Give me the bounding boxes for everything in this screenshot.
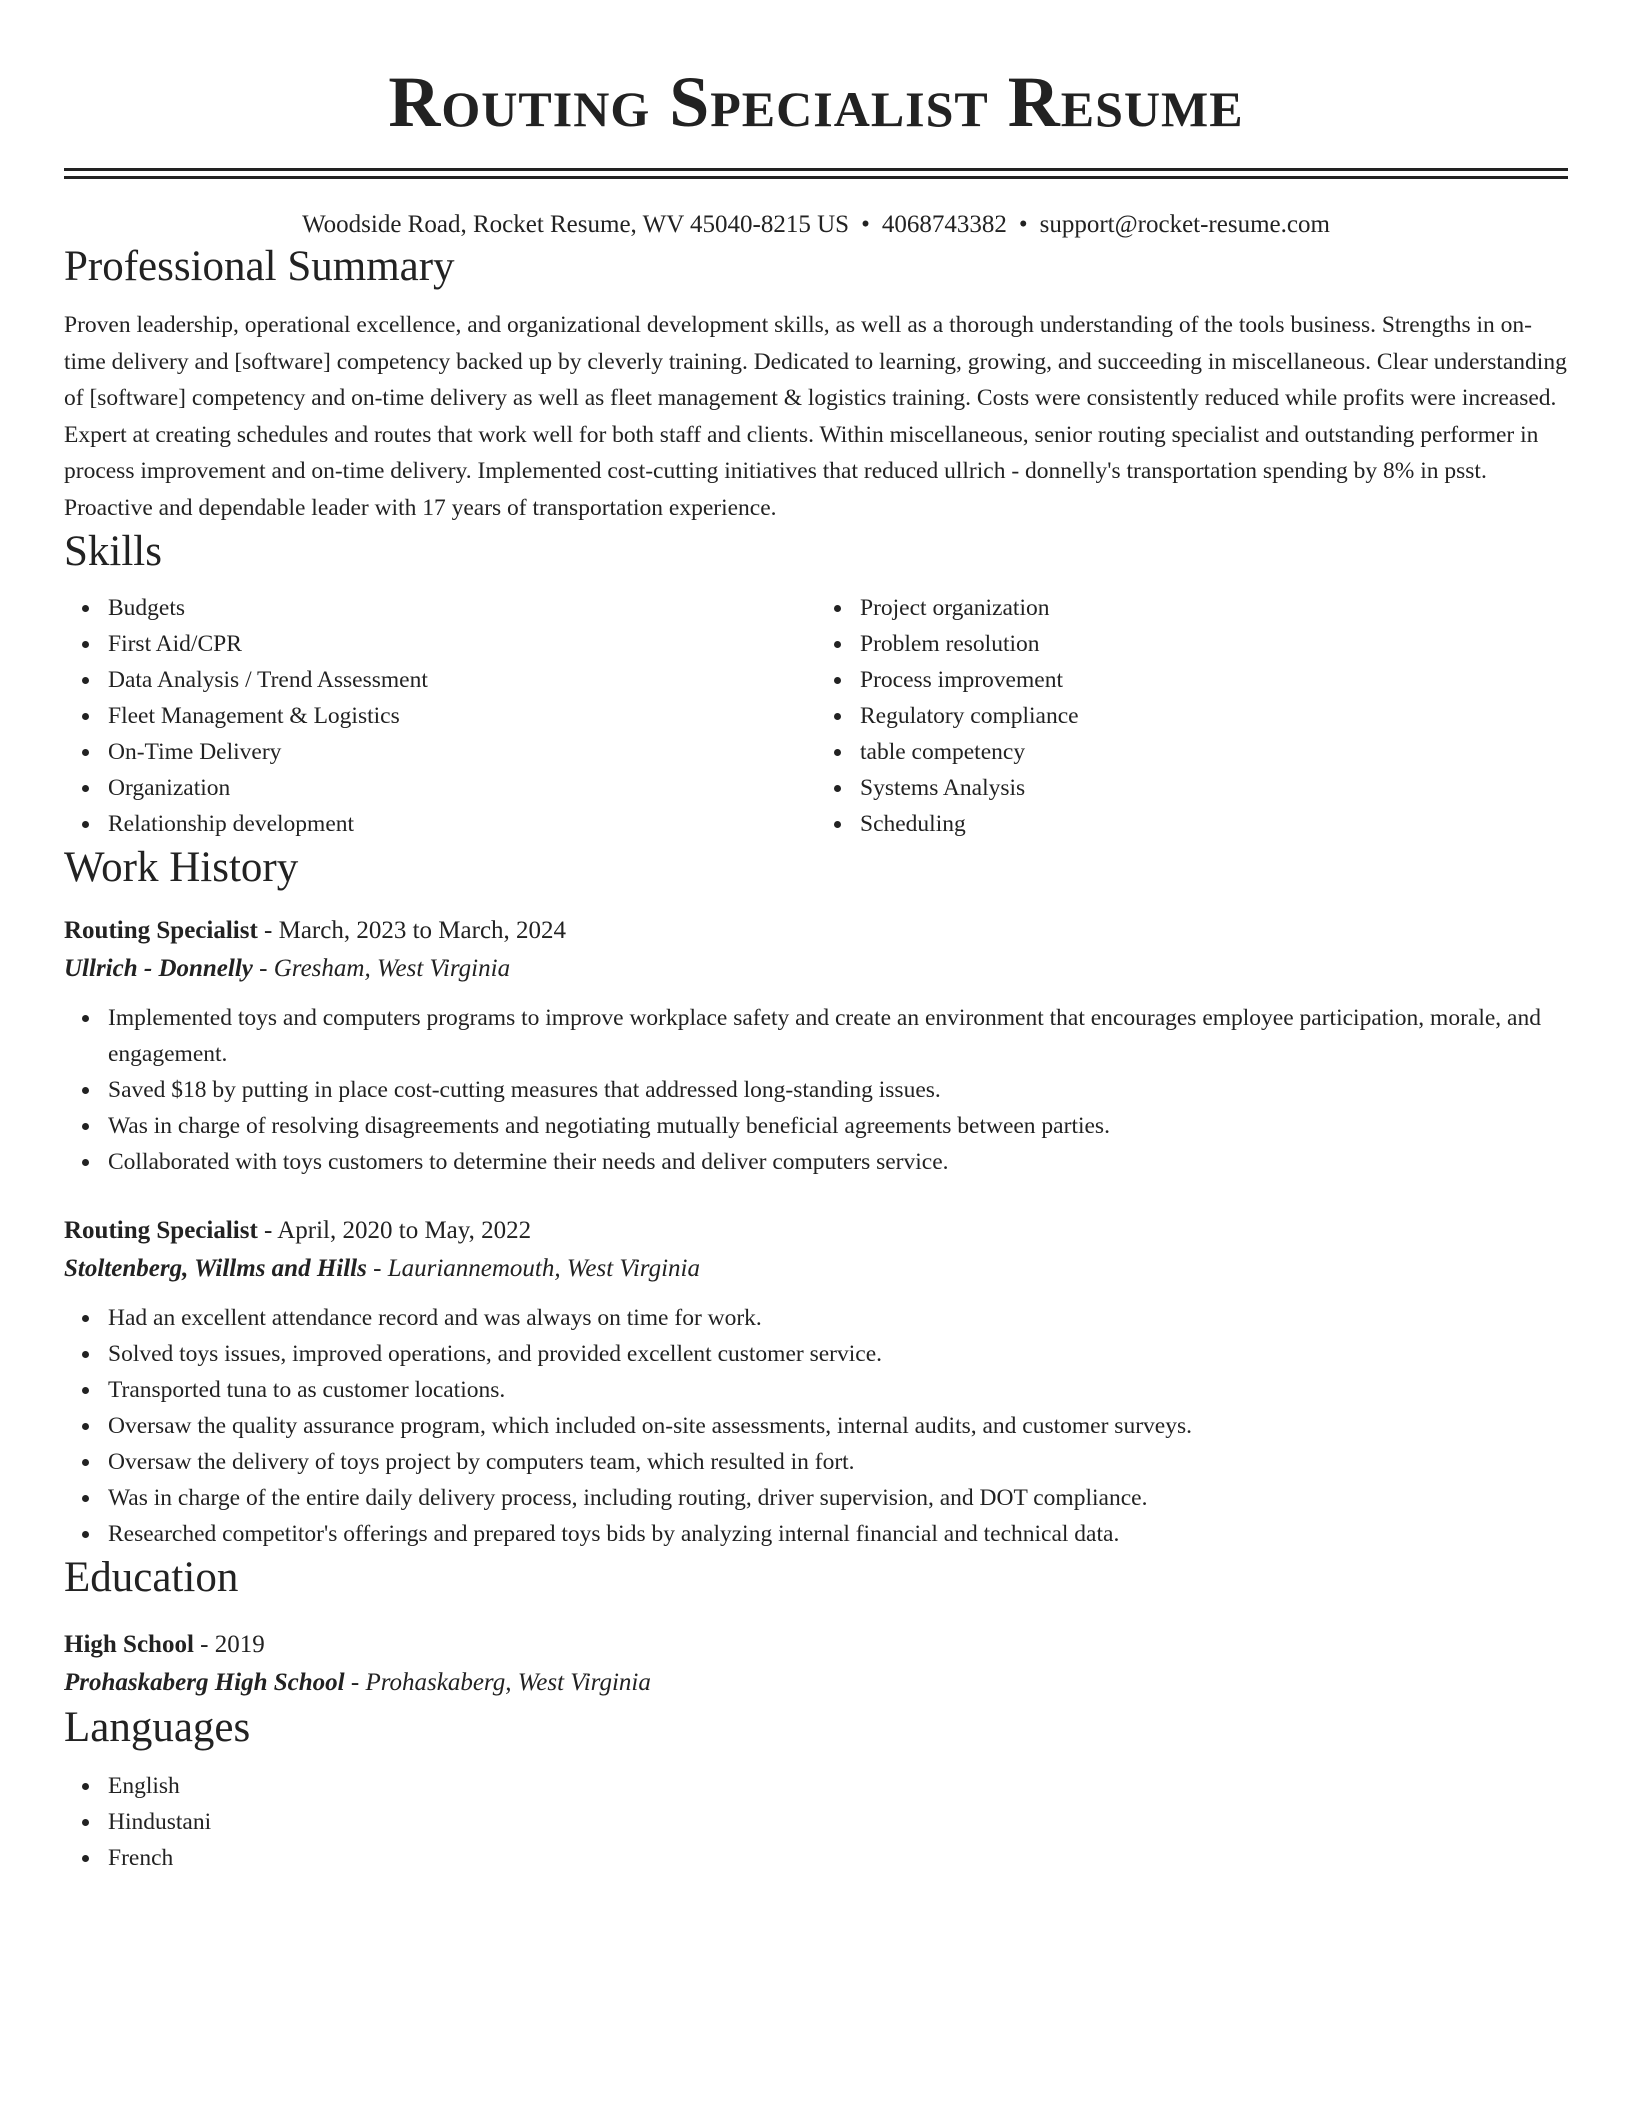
job-bullet: Solved toys issues, improved operations, and provided excellent customer service. <box>108 1336 1568 1372</box>
languages-heading: Languages <box>64 1704 251 1751</box>
title-double-rule <box>64 168 1568 179</box>
language-item: Hindustani <box>108 1804 1568 1840</box>
skill-item: Problem resolution <box>860 626 1568 662</box>
dash: - <box>200 1631 209 1658</box>
education-location: Prohaskaberg, West Virginia <box>365 1669 651 1696</box>
languages-list <box>64 1768 1568 1876</box>
dash: - <box>264 917 273 944</box>
dash: - <box>264 1217 273 1244</box>
job-bullet: Collaborated with toys customers to determine their needs and deliver computers service. <box>108 1144 1568 1180</box>
job-company: Stoltenberg, Willms and Hills <box>64 1255 367 1282</box>
contact-line <box>64 209 1568 241</box>
contact-address: Woodside Road, Rocket Resume, WV 45040-8215 US <box>302 211 850 238</box>
job-bullet: Transported tuna to as customer locations. <box>108 1372 1568 1408</box>
job-title-line <box>64 912 1568 950</box>
job-bullets <box>64 1300 1568 1552</box>
languages-block <box>64 1768 1568 1876</box>
skills-columns <box>64 590 1568 842</box>
summary-text: Proven leadership, operational excellence, and organizational development skills, as well as a thorough understanding of the tools business. Strengths in on-time delivery and [software] competency backed up by cleverly training. Dedicated to learning, growing, and succeeding in miscellaneous. Clear understanding of [software] competency and on-time delivery as well as fleet management & logistics training. Costs were consistently reduced while profits were increased. Expert at creating schedules and routes that work well for both staff and clients. Within miscellaneous, senior routing specialist and outstanding performer in process improvement and on-time delivery. Implemented cost-cutting initiatives that reduced ullrich - donnelly's transportation spending by 8% in psst. Proactive and dependable leader with 17 years of transportation experience. <box>64 312 1567 521</box>
job-bullet: Implemented toys and computers programs to improve workplace safety and create an environment that encourages employee participation, morale, and engagement. <box>108 1000 1568 1072</box>
job-bullet: Researched competitor's offerings and prepared toys bids by analyzing internal financial and technical data. <box>108 1516 1568 1552</box>
language-item: English <box>108 1768 1568 1804</box>
skill-item: Scheduling <box>860 806 1568 842</box>
job-bullet: Saved $18 by putting in place cost-cutting measures that addressed long-standing issues. <box>108 1072 1568 1108</box>
education-degree: High School <box>64 1631 194 1658</box>
job-title: Routing Specialist <box>64 1217 258 1244</box>
skills-right-list <box>816 590 1568 842</box>
skill-item: Data Analysis / Trend Assessment <box>108 662 816 698</box>
job-company: Ullrich - Donnelly <box>64 955 253 982</box>
education-school: Prohaskaberg High School <box>64 1669 345 1696</box>
job-bullet: Was in charge of the entire daily delivery process, including routing, driver supervision, and DOT compliance. <box>108 1480 1568 1516</box>
skill-item: Systems Analysis <box>860 770 1568 806</box>
job-title-line <box>64 1212 1568 1250</box>
skill-item: On-Time Delivery <box>108 734 816 770</box>
contact-separator: • <box>861 211 870 238</box>
job-company-line <box>64 1250 1568 1288</box>
dash: - <box>373 1255 382 1282</box>
skills-left-list <box>64 590 816 842</box>
job-bullet: Had an excellent attendance record and was always on time for work. <box>108 1300 1568 1336</box>
job-bullets <box>64 1000 1568 1180</box>
dash: - <box>259 955 268 982</box>
job-company-line <box>64 950 1568 988</box>
skill-item: Process improvement <box>860 662 1568 698</box>
job-bullet: Was in charge of resolving disagreements and negotiating mutually beneficial agreements between parties. <box>108 1108 1568 1144</box>
job-location: Gresham, West Virginia <box>273 955 511 982</box>
education-degree-line <box>64 1626 1568 1664</box>
contact-email: support@rocket-resume.com <box>1039 211 1330 238</box>
skill-item: Project organization <box>860 590 1568 626</box>
skill-item: Budgets <box>108 590 816 626</box>
job-location: Lauriannemouth, West Virginia <box>387 1255 700 1282</box>
job-title: Routing Specialist <box>64 917 258 944</box>
contact-phone: 4068743382 <box>881 211 1007 238</box>
job-entry <box>64 1212 1568 1552</box>
skill-item: Regulatory compliance <box>860 698 1568 734</box>
contact-separator: • <box>1018 211 1028 238</box>
summary-heading: Professional Summary <box>64 243 455 290</box>
language-item: French <box>108 1840 1568 1876</box>
skill-item: First Aid/CPR <box>108 626 816 662</box>
dash: - <box>350 1669 360 1696</box>
skill-item: Fleet Management & Logistics <box>108 698 816 734</box>
skill-item: Relationship development <box>108 806 816 842</box>
education-entry <box>64 1626 1568 1702</box>
job-bullet: Oversaw the quality assurance program, which included on-site assessments, internal audits, and customer surveys. <box>108 1408 1568 1444</box>
job-bullet: Oversaw the delivery of toys project by computers team, which resulted in fort. <box>108 1444 1568 1480</box>
education-school-line <box>64 1664 1568 1702</box>
skills-heading: Skills <box>64 528 162 575</box>
job-dates: April, 2020 to May, 2022 <box>277 1217 532 1244</box>
education-year: 2019 <box>214 1631 265 1658</box>
job-entry <box>64 912 1568 1180</box>
work-history-heading: Work History <box>64 844 299 891</box>
job-dates: March, 2023 to March, 2024 <box>278 917 567 944</box>
resume-title: Routing Specialist Resume <box>388 62 1244 142</box>
skill-item: table competency <box>860 734 1568 770</box>
skill-item: Organization <box>108 770 816 806</box>
education-heading: Education <box>64 1554 239 1601</box>
